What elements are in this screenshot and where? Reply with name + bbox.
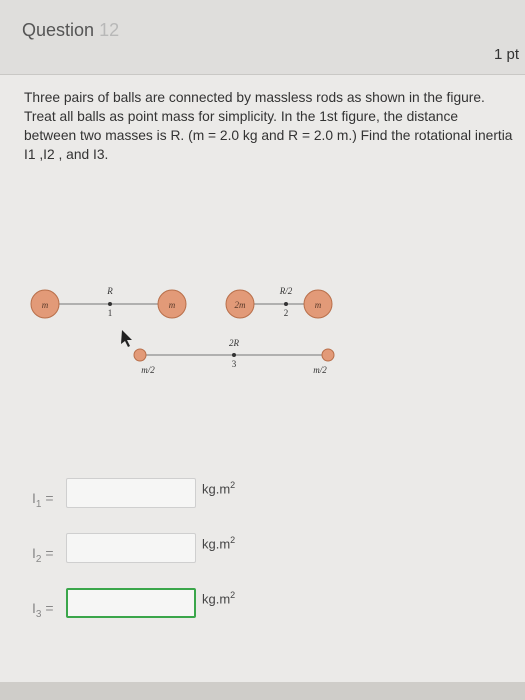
fig2-left-mass-label: 2m [234, 300, 246, 310]
answer-row-i2 [0, 533, 525, 569]
unit-label-i2: $kg.m^2$ [202, 535, 236, 552]
i2-input[interactable] [66, 533, 196, 563]
fig3-right-mass-label: m/2 [313, 365, 327, 375]
question-title-word: Question [22, 20, 95, 40]
fig3-right-ball [322, 349, 334, 361]
fig2-axis-dot [284, 302, 288, 306]
fig2-distance-label: R/2 [279, 286, 293, 296]
answer-row-i3 [0, 588, 525, 624]
fig1-distance-label: R [107, 286, 113, 296]
question-prompt: Three pairs of balls are connected by massless rods as shown in the figure. Treat all balls as point mass for simplicity. In the 1st figure, the distance between two masses is R. (m = 2.0 kg and R = 2.0 m.) Find the rotational inertia I1 ,I2 , and I3. [24, 90, 513, 162]
fig2-right-mass-label: m [314, 300, 322, 310]
unit-label-i1: $kg.m^2$ [202, 480, 236, 497]
question-title [22, 20, 119, 41]
question-number: 12 [99, 20, 120, 40]
answer-label-i1: $I_1$ = [32, 490, 54, 510]
unit-label-i3: $kg.m^2$ [202, 590, 236, 607]
fig1-axis-label: 1 [107, 308, 113, 318]
fig1-axis-dot [108, 302, 112, 306]
taskbar-strip [0, 682, 525, 700]
fig3-axis-dot [232, 353, 236, 357]
physics-figure [0, 270, 525, 380]
fig1-left-mass-label: m [41, 300, 49, 310]
question-points: 1 pt [493, 46, 519, 63]
answer-label-i2: $I_2$ = [32, 545, 54, 565]
fig2-axis-label: 2 [283, 308, 289, 318]
fig3-left-ball [134, 349, 146, 361]
i1-input[interactable] [66, 478, 196, 508]
mouse-cursor-icon [121, 330, 132, 347]
fig3-distance-label: 2R [229, 338, 239, 348]
question-header [0, 0, 525, 75]
fig3-axis-label: 3 [231, 359, 237, 369]
answer-row-i1 [0, 478, 525, 514]
answer-label-i3: $I_3$ = [32, 600, 54, 620]
fig3-left-mass-label: m/2 [141, 365, 155, 375]
fig1-right-mass-label: m [168, 300, 176, 310]
i3-input[interactable] [66, 588, 196, 618]
